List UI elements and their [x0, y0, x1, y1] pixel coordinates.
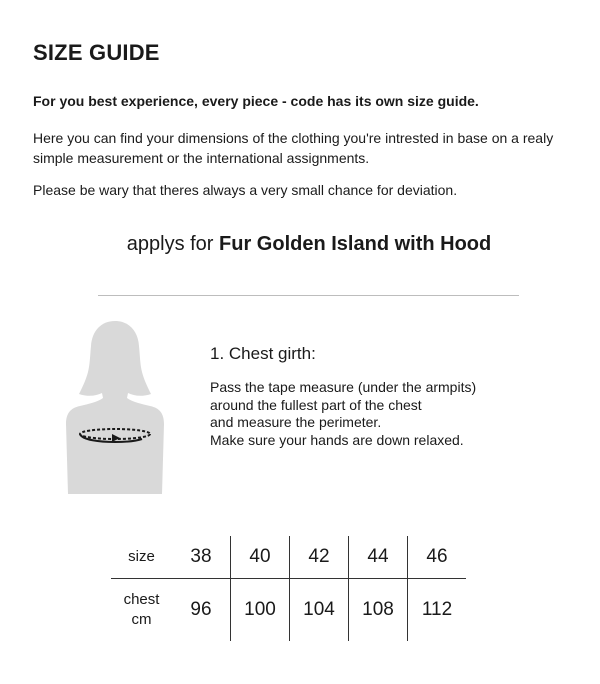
measurement-line: around the fullest part of the chest [210, 396, 422, 413]
female-torso-silhouette-icon [60, 318, 170, 494]
size-cell: 38 [172, 536, 231, 579]
measurement-title: 1. Chest girth: [210, 344, 316, 363]
size-row [111, 536, 466, 579]
page-title: SIZE GUIDE [33, 40, 160, 65]
measurement-line: Make sure your hands are down relaxed. [210, 431, 464, 448]
chest-label-line: cm [131, 611, 152, 628]
size-cell: 42 [290, 536, 349, 579]
size-table [111, 536, 466, 641]
size-cell: 44 [349, 536, 408, 579]
intro-bold-text: For you best experience, every piece - code has its own size guide. [33, 93, 479, 109]
product-line [0, 233, 600, 256]
intro-text: Here you can find your dimensions of the clothing you're intrested in base on a realy simple measurement or the international assignments. [33, 130, 554, 166]
divider [98, 295, 519, 296]
deviation-note: Please be wary that theres always a very small chance for deviation. [33, 182, 458, 198]
chest-cell: 96 [190, 599, 212, 620]
chest-label [111, 579, 172, 642]
size-cell: 40 [231, 536, 290, 579]
chest-cell: 108 [349, 579, 408, 642]
chest-cell: 100 [231, 579, 290, 642]
chest-cell: 112 [408, 579, 467, 642]
product-prefix: applys for [126, 233, 214, 255]
measurement-line: and measure the perimeter. [210, 414, 382, 430]
measurement-line: Pass the tape measure (under the armpits) [210, 379, 477, 395]
product-name: Fur Golden Island with Hood [219, 233, 492, 255]
size-label: size [111, 536, 172, 579]
chest-row [111, 579, 466, 642]
measurement-description [210, 379, 550, 449]
chest-label-line: chest [123, 591, 160, 608]
chest-cell: 104 [290, 579, 349, 642]
size-cell: 46 [408, 536, 467, 579]
